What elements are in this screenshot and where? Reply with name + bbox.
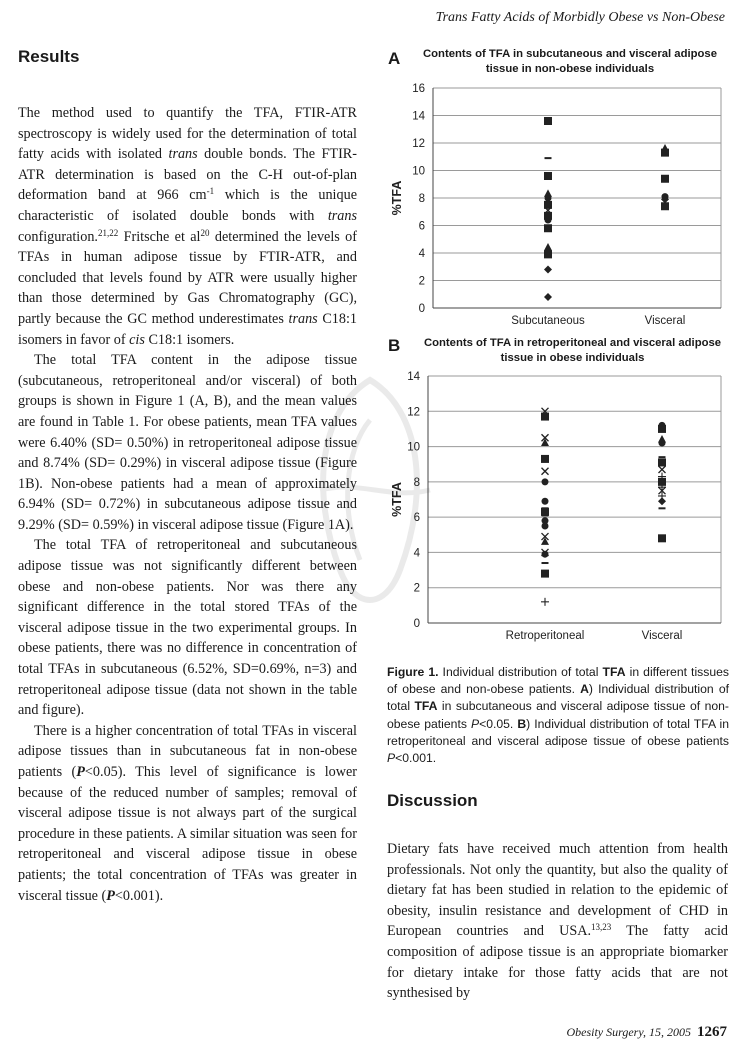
- page-number: 1267: [697, 1024, 727, 1040]
- data-point-circle: [659, 440, 666, 447]
- chart-a: [385, 80, 730, 325]
- data-point-diamond: [544, 266, 552, 274]
- data-point-square: [661, 202, 669, 210]
- x-category-label: Visceral: [644, 315, 686, 325]
- data-point-square: [544, 117, 552, 125]
- data-point-circle: [542, 498, 549, 505]
- data-point-diamond: [658, 497, 666, 505]
- paragraph: The method used to quantify the TFA, FTIR-ATR spectroscopy is widely used for the determination of total fatty acids with isolated trans double bonds. The FTIR-ATR determination is based on the C-H out-of-plan deformation band at 966 $cm^{-1}$ which is the unique characteristic of isolated double bonds with trans configuration.$^{21,22}$ Fritsche et $al^{20}$ determined the levels of TFAs in human adipose tissue by FTIR-ATR, and concluded that levels found by ATR were usually higher than those determined by Gas Chromatography (GC), partly because the GC method underestimates trans C18:1 isomers in favor of cis C18:1 isomers.: [18, 105, 358, 348]
- y-tick-label: 8: [418, 193, 425, 205]
- y-tick-label: 14: [412, 110, 425, 123]
- chart-b: [385, 366, 730, 651]
- running-head: Trans Fatty Acids of Morbidly Obese vs Non-Obese: [435, 10, 725, 25]
- data-point-dash: [545, 157, 552, 159]
- data-point-square: [658, 534, 666, 542]
- data-point-circle: [542, 522, 549, 529]
- y-tick-label: 10: [407, 441, 420, 454]
- data-point-dash: [659, 507, 666, 509]
- data-point-circle: [545, 217, 552, 224]
- data-point-x: [659, 466, 666, 473]
- data-point-square: [541, 570, 549, 578]
- panel-a-letter: A: [388, 49, 401, 68]
- y-tick-label: 2: [418, 275, 425, 288]
- y-tick-label: 14: [407, 371, 420, 383]
- data-point-square: [544, 224, 552, 232]
- y-tick-label: 8: [413, 476, 420, 489]
- paragraph: The total TFA content in the adipose tissue (subcutaneous, retroperitoneal and/or visceral) of both groups is shown in Figure 1 (A, B), and the mean values are found in Table 1. For obese patients, mean TFA values were 6.40% (SD= 0.50%) in retroperitoneal adipose tissue and 8.74% (SD= 0.29%) in visceral adipose tissue (Figure 1B). Non-obese patients had a mean of approximately 6.94% (SD= 0.72%) in subcutaneous adipose tissue and 9.29% (SD= 0.59%) in visceral adipose tissue (Figure 1A).: [18, 352, 357, 533]
- paragraph: Dietary fats have received much attention from health professionals. Not only the quantity, but also the quality of dietary fat has been studied in relation to the epidemic of obesity, insulin resistance and development of CHD in European countries and USA.$^{13,23}$ The fatty acid composition of adipose tissue is an appropriate biomarker for dietary intake for those fatty acids that are not synthesised by: [387, 841, 728, 1002]
- data-point-triangle: [544, 243, 552, 251]
- y-tick-label: 0: [413, 618, 420, 630]
- data-point-dash: [542, 562, 549, 564]
- panel-b-letter: B: [388, 336, 401, 355]
- discussion-body: [387, 839, 728, 1004]
- page-footer: [566, 1024, 727, 1041]
- data-point-square: [658, 458, 666, 466]
- figure-caption: Figure 1. Individual distribution of total TFA in different tissues of obese and non-obese patients. A) Individual distribution of total TFA in subcutaneous and visceral adipose tissue of non-obese patients P<0.05. B) Individual distribution of total TFA in retroperitoneal and visceral adipose tissue of obese patients P<0.001.: [387, 665, 730, 766]
- y-tick-label: 12: [407, 406, 420, 419]
- y-tick-label: 0: [418, 303, 425, 315]
- data-point-square: [544, 172, 552, 180]
- y-tick-label: 4: [418, 248, 425, 260]
- paragraph: The total TFA of retroperitoneal and subcutaneous adipose tissue was not significantly different between obese and non-obese patients. Nor was there any significant difference in the total stored TFAs of the visceral adipose tissue in the two experimental groups. In obese patients, there was no difference in concentration of total TFAs in subcutaneous (6.52%, SD=0.69%, n=3) and retroperitoneal adipose tissue (data not shown in the table and figure).: [18, 537, 357, 719]
- y-tick-label: 6: [418, 220, 425, 233]
- chart-b-title: Contents of TFA in retroperitoneal and visceral adipose tissue in obese individuals: [423, 337, 722, 364]
- results-body: [18, 103, 357, 906]
- y-axis-label: %TFA: [390, 482, 404, 517]
- data-point-square: [658, 425, 666, 433]
- data-point-square: [661, 149, 669, 157]
- data-point-plus: [541, 598, 549, 606]
- y-tick-label: 4: [413, 547, 420, 560]
- data-point-dash: [659, 456, 666, 458]
- journal-citation: Obesity Surgery, 15, 2005: [566, 1025, 691, 1039]
- data-point-square: [544, 250, 552, 258]
- y-tick-label: 6: [413, 512, 420, 525]
- y-tick-label: 12: [412, 138, 425, 150]
- data-point-circle: [542, 478, 549, 485]
- x-category-label: Retroperitoneal: [505, 630, 585, 642]
- data-point-circle: [542, 551, 549, 558]
- results-heading: Results: [18, 47, 80, 66]
- chart-a-title: Contents of TFA in subcutaneous and visceral adipose tissue in non-obese individuals: [423, 48, 717, 75]
- data-point-x: [542, 468, 549, 475]
- data-point-square: [541, 455, 549, 463]
- x-category-label: Visceral: [641, 630, 683, 642]
- y-tick-label: 10: [412, 165, 425, 178]
- y-tick-label: 2: [413, 582, 420, 595]
- data-point-diamond: [544, 293, 552, 301]
- y-tick-label: 16: [412, 83, 425, 95]
- discussion-heading: Discussion: [387, 791, 478, 810]
- data-point-circle: [545, 195, 552, 202]
- paragraph: There is a higher concentration of total TFAs in visceral adipose tissues than in subcutaneous fat in non-obese patients (P<0.05). This level of significance is lower because of the reduced number of samples; removal of visceral adipose tissue is not always part of the surgical procedure in these patients. A similar situation was seen for retroperitoneal and visceral adipose tissue in obese patients; the total concentration of TFAs was greater in visceral tissue (P<0.001).: [18, 722, 358, 904]
- y-axis-label: %TFA: [390, 180, 404, 216]
- data-point-dash: [542, 514, 549, 516]
- data-point-square: [661, 175, 669, 183]
- data-point-square: [541, 413, 549, 421]
- x-category-label: Subcutaneous: [511, 315, 585, 325]
